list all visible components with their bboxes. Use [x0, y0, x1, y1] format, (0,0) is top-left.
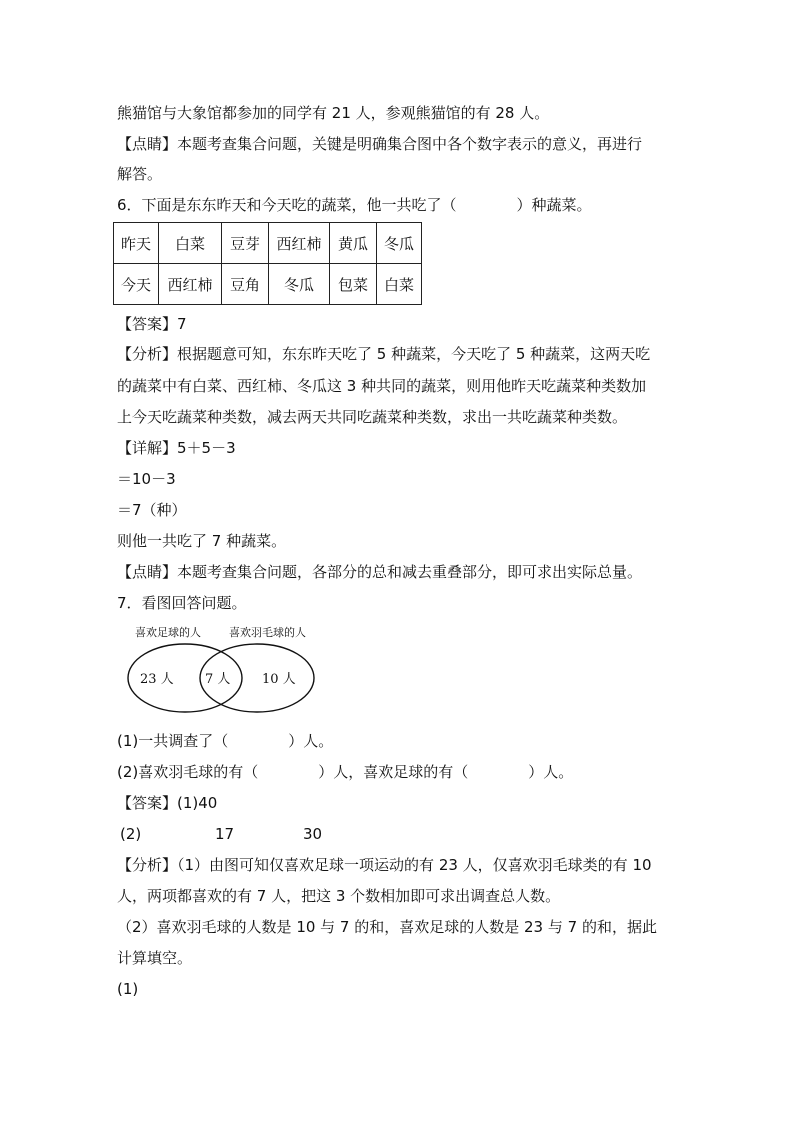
analysis-line: 计算填空。 — [117, 949, 193, 967]
question-7-2-text: ）人。 — [528, 763, 574, 781]
question-7-1-text: ）人。 — [288, 732, 334, 750]
venn-both: 7 人 — [205, 672, 231, 687]
table-cell: 冬瓜 — [269, 264, 330, 305]
analysis-line: （2）喜欢羽毛球的人数是 10 与 7 的和，喜欢足球的人数是 23 与 7 的和，据此 — [117, 918, 657, 936]
solution-line: (1) — [117, 980, 139, 998]
venn-label-right: 喜欢羽毛球的人 — [229, 626, 306, 639]
venn-left-only: 23 人 — [140, 672, 174, 687]
question-7-2-text: ）人，喜欢足球的有（ — [318, 763, 469, 781]
venn-right-only: 10 人 — [262, 672, 296, 687]
table-row — [114, 264, 422, 305]
table-cell: 西红柿 — [269, 223, 330, 264]
answer-7-1: 【答案】(1)40 — [117, 794, 218, 812]
table-cell: 白菜 — [159, 223, 222, 264]
question-6-text: 6．下面是东东昨天和今天吃的蔬菜，他一共吃了（ — [117, 196, 457, 214]
analysis-line: 【分析】（1）由图可知仅喜欢足球一项运动的有 23 人，仅喜欢羽毛球类的有 10 — [117, 856, 652, 874]
table-cell: 今天 — [114, 264, 159, 305]
detail-line: ＝10－3 — [117, 470, 176, 488]
analysis-line: 上今天吃蔬菜种类数，减去两天共同吃蔬菜种类数，求出一共吃蔬菜种类数。 — [117, 408, 628, 426]
question-6-text: ）种蔬菜。 — [516, 196, 592, 214]
question-6 — [117, 195, 592, 215]
table-cell: 黄瓜 — [330, 223, 377, 264]
question-7-1 — [117, 731, 333, 751]
table-cell: 西红柿 — [159, 264, 222, 305]
table-cell: 豆芽 — [222, 223, 269, 264]
analysis-line: 【分析】根据题意可知，东东昨天吃了 5 种蔬菜，今天吃了 5 种蔬菜，这两天吃 — [117, 345, 651, 363]
table-row — [114, 223, 422, 264]
table-cell: 昨天 — [114, 223, 159, 264]
table-cell: 豆角 — [222, 264, 269, 305]
detail-line: ＝7（种） — [117, 501, 187, 519]
detail-line: 则他一共吃了 7 种蔬菜。 — [117, 532, 287, 550]
tip-line: 解答。 — [117, 165, 163, 183]
question-7: 7．看图回答问题。 — [117, 594, 247, 612]
venn-diagram — [117, 620, 327, 720]
venn-label-left: 喜欢足球的人 — [135, 626, 201, 639]
table-cell: 白菜 — [377, 264, 422, 305]
answer-6: 【答案】7 — [117, 315, 187, 333]
answer-7-2-a: 17 — [215, 825, 235, 843]
table-cell: 冬瓜 — [377, 223, 422, 264]
question-7-2 — [117, 762, 573, 782]
vegetable-table — [113, 222, 422, 305]
question-7-1-text: (1)一共调查了（ — [117, 732, 229, 750]
answer-7-2-label: (2) — [120, 825, 142, 843]
table-cell: 包菜 — [330, 264, 377, 305]
answer-7-2-b: 30 — [303, 825, 323, 843]
analysis-line: 人，两项都喜欢的有 7 人，把这 3 个数相加即可求出调查总人数。 — [117, 887, 561, 905]
analysis-line: 的蔬菜中有白菜、西红柿、冬瓜这 3 种共同的蔬菜，则用他昨天吃蔬菜种类数加 — [117, 377, 647, 395]
detail-line: 【详解】5＋5－3 — [117, 439, 236, 457]
text-line: 熊猫馆与大象馆都参加的同学有 21 人，参观熊猫馆的有 28 人。 — [117, 104, 550, 122]
tip-line: 【点睛】本题考查集合问题，关键是明确集合图中各个数字表示的意义，再进行 — [117, 135, 643, 153]
tip-line: 【点睛】本题考查集合问题，各部分的总和减去重叠部分，即可求出实际总量。 — [117, 563, 643, 581]
question-7-2-text: (2)喜欢羽毛球的有（ — [117, 763, 259, 781]
